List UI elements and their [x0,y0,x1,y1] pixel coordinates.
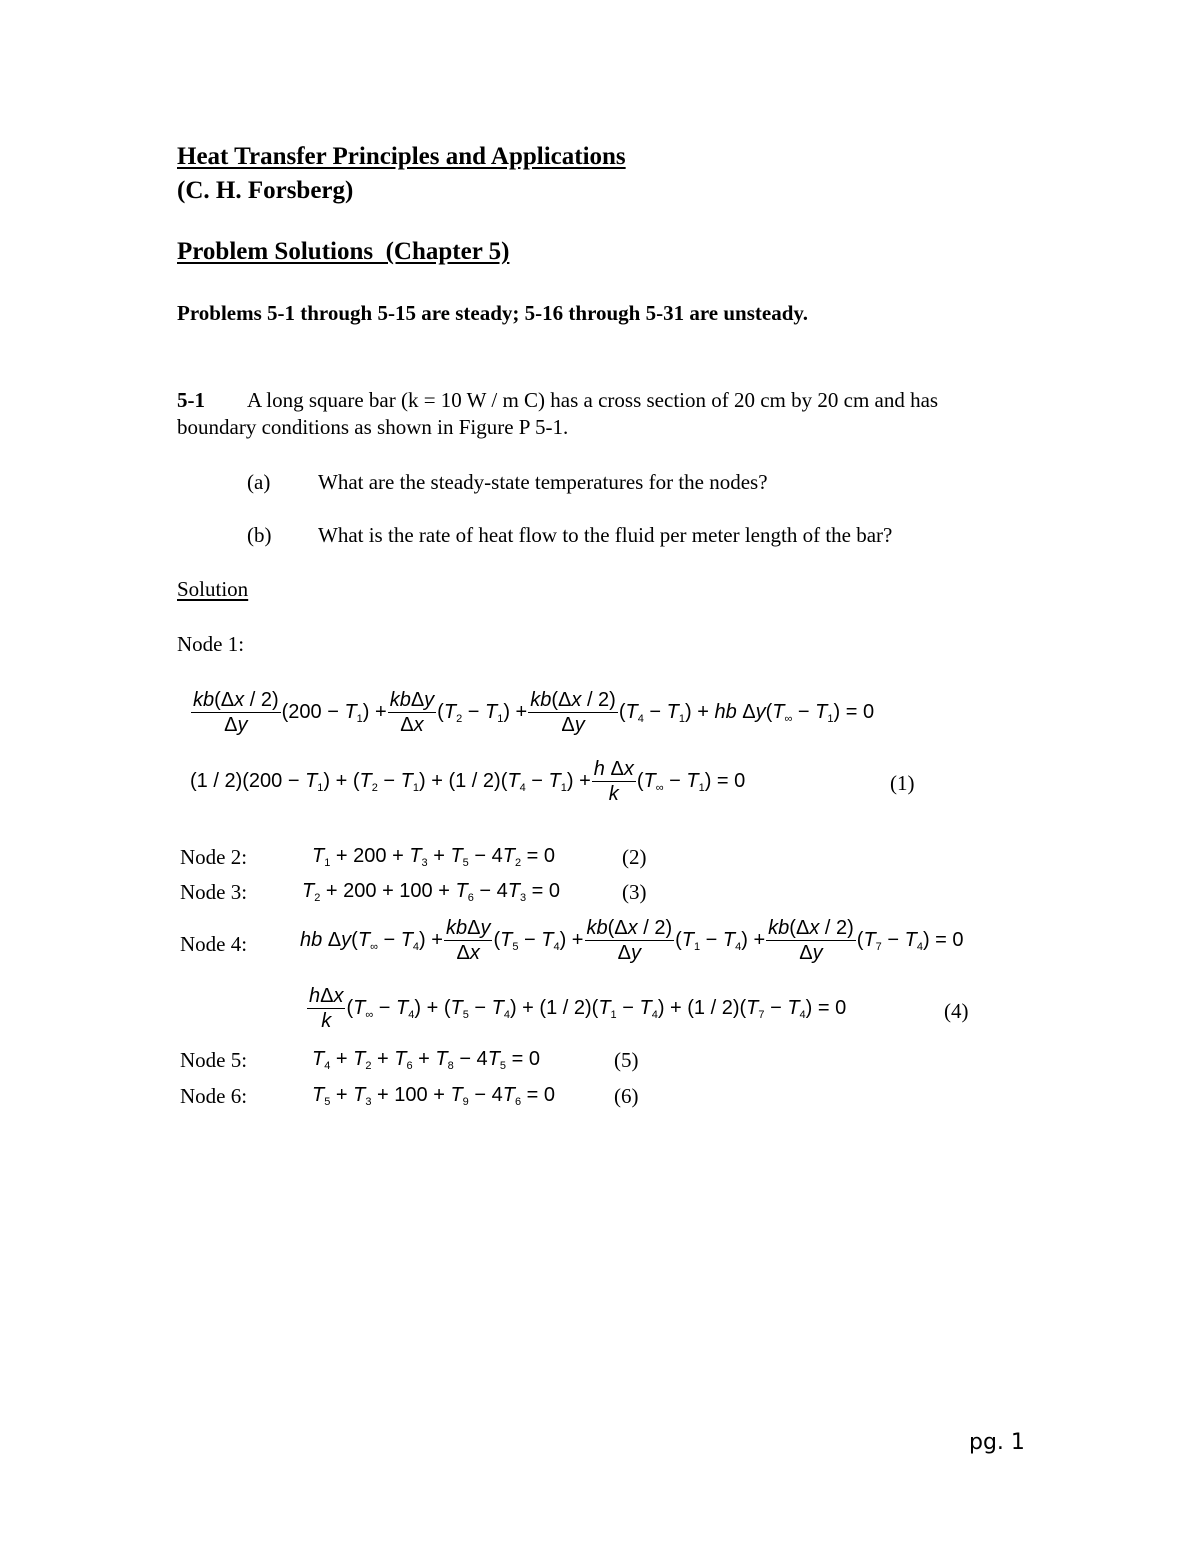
node1-equation-a: $\frac{kb(\Delta x / 2)}{\Delta y}$ $(200 - T_1)$ + $\frac{\text{kbΔy}}{\Delta x}$ $(T_2 - T_1)$ + $\frac{kb(\Delta x / 2)}{\Delta y}$ $(T_4 - T_1)$ + hb $\Delta y(T_\infty - T_1) = 0$ [193,689,875,736]
node1-equation-b: $(1 / 2)(200 - T_1) + (T_2 - T_1) + (1 / 2)(T_4 - T_1)$ + $\frac{\text{h Δx}}{k}$ $(T_\infty - T_1) = 0$ [190,758,746,805]
node3-equation: $T_2 + 200 + 100 + T_6 - 4T_3 = 0$ [302,880,560,904]
eq-number-6: (6) [614,1084,639,1108]
node4-label: Node 4: [180,932,248,956]
eq-number-2: (2) [622,845,647,869]
node2-equation: $T_1 + 200 + T_3 + T_5 - 4T_2 = 0$ [312,845,555,869]
part-a-text: What are the steady-state temperatures for the nodes? [318,470,768,494]
problem-range-note: Problems 5-1 through 5-15 are steady; 5-16 through 5-31 are unsteady. [177,301,808,325]
eq-number-1: (1) [890,771,915,795]
author: (C. H. Forsberg) [177,177,354,204]
document-title: Heat Transfer Principles and Applications [177,143,626,170]
node5-label: Node 5: [180,1048,248,1072]
eq-number-3: (3) [622,880,647,904]
problem-number: 5-1 [177,388,205,412]
solution-heading: Solution [177,577,249,601]
node4-equation-a: hb $\Delta y(T_\infty - T_4)$ + $\frac{\text{kbΔy}}{\Delta x}$ $(T_5 - T_4)$ + $\frac{kb(\Delta x / 2)}{\Delta y}$ $(T_1 - T_4)$ + $\frac{kb(\Delta x / 2)}{\Delta y}$ $(T_7 - T_4) = 0$ [300,917,964,964]
part-b-label: (b) [247,523,272,547]
node4-equation-b: $\frac{\text{hΔx}}{k}$ $(T_\infty - T_4) + (T_5 - T_4) + (1 / 2)(T_1 - T_4) + (1 / 2)(T_7 - T_4) = 0$ [309,985,847,1032]
part-b-text: What is the rate of heat flow to the fluid per meter length of the bar? [318,523,893,547]
node5-equation: $T_4 + T_2 + T_6 + T_8 - 4T_5 = 0$ [312,1048,540,1072]
node1-label: Node 1: [177,632,245,656]
page-number: pg. 1 [969,1430,1025,1455]
node3-label: Node 3: [180,880,248,904]
section-title: Problem Solutions (Chapter 5) [177,238,510,265]
part-a-label: (a) [247,470,271,494]
problem-text-line2: boundary conditions as shown in Figure P 5-1. [177,415,569,439]
node6-equation: $T_5 + T_3 + 100 + T_9 - 4T_6 = 0$ [312,1084,555,1108]
node6-label: Node 6: [180,1084,248,1108]
problem-text-line1: A long square bar (k = 10 W / m C) has a cross section of 20 cm by 20 cm and has [247,388,939,412]
eq-number-4: (4) [944,999,969,1023]
node2-label: Node 2: [180,845,248,869]
eq-number-5: (5) [614,1048,639,1072]
